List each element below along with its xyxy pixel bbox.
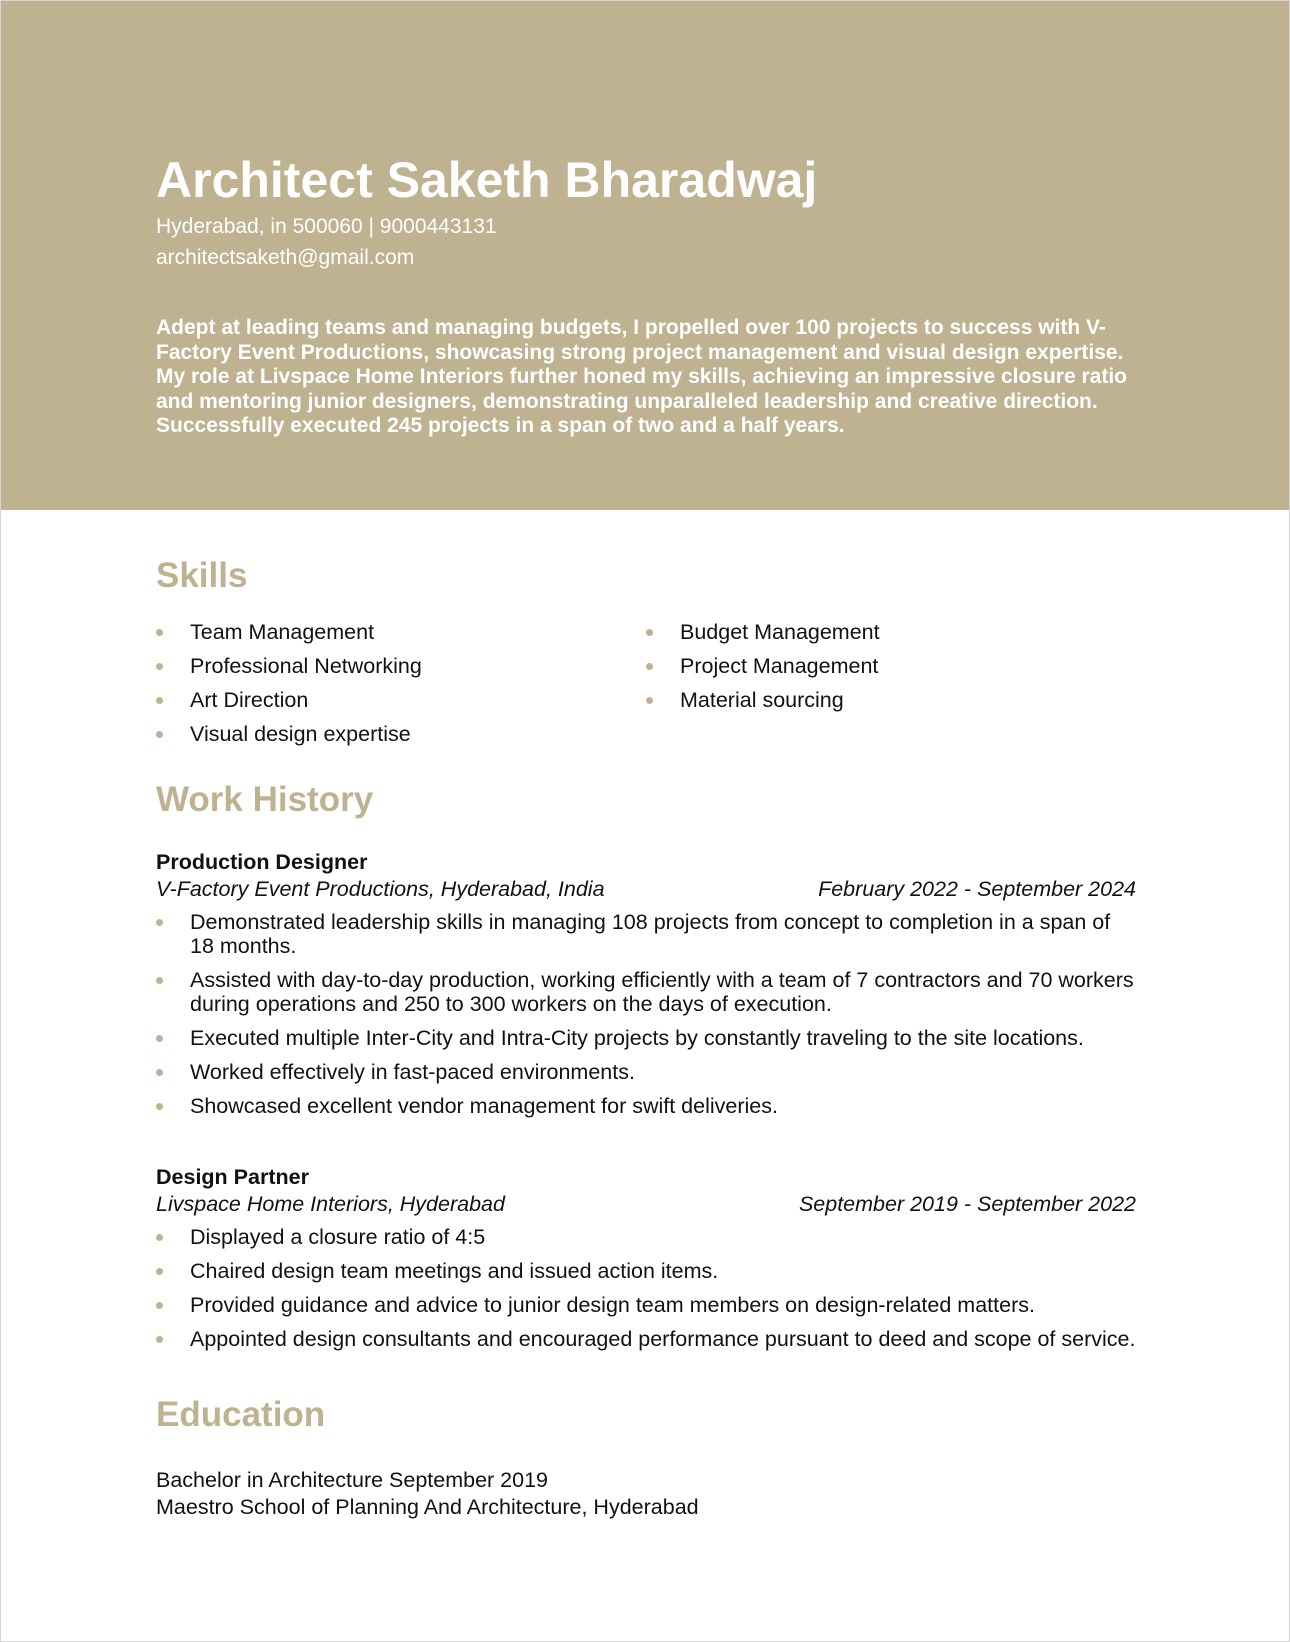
- skill-item: [156, 654, 646, 678]
- job-bullet: [156, 1026, 1136, 1050]
- job-entry: [156, 1164, 1136, 1351]
- job-bullet-text: Provided guidance and advice to junior design team members on design-related matters.: [190, 1293, 1035, 1317]
- skills-column-right: [646, 620, 1136, 756]
- skills-column-left: [156, 620, 646, 756]
- job-meta: [156, 1190, 1136, 1218]
- job-bullet-text: Assisted with day-to-day production, working efficiently with a team of 7 contractors and 70 workers during operations and 250 to 300 workers on the days of execution.: [190, 968, 1134, 1016]
- bullet-dot-icon: [156, 919, 163, 926]
- skill-item: [156, 688, 646, 712]
- job-bullet: [156, 1225, 1136, 1249]
- bullet-dot-icon: [156, 1069, 163, 1076]
- education-entry: [156, 1467, 1136, 1521]
- skill-label: Professional Networking: [190, 654, 422, 678]
- bullet-dot-icon: [156, 1103, 163, 1110]
- skill-label: Budget Management: [680, 620, 880, 644]
- skill-label: Visual design expertise: [190, 722, 411, 746]
- job-bullet: [156, 1327, 1136, 1351]
- bullet-dot-icon: [156, 1035, 163, 1042]
- job-company: V-Factory Event Productions, Hyderabad, India: [156, 877, 605, 901]
- skill-item: [646, 620, 1136, 644]
- candidate-name: Architect Saketh Bharadwaj: [156, 152, 818, 208]
- skill-item: [156, 620, 646, 644]
- job-title: Design Partner: [156, 1165, 309, 1189]
- skill-label: Team Management: [190, 620, 375, 644]
- bullet-dot-icon: [156, 1234, 163, 1241]
- bullet-dot-icon: [646, 629, 653, 636]
- summary-paragraph: Adept at leading teams and managing budgets, I propelled over 100 projects to success with V-Factory Event Productions, showcasing strong project management and visual design expertise. My role at Livspace Home Interiors further honed my skills, achieving an impressive closure ratio and mentoring junior designers, demonstrating unparalleled leadership and creative direction.: [156, 316, 1127, 413]
- bullet-dot-icon: [156, 1268, 163, 1275]
- education-school: Maestro School of Planning And Architecture, Hyderabad: [156, 1495, 699, 1519]
- professional-summary: [156, 316, 1146, 439]
- job-bullets: [156, 910, 1136, 1118]
- job-bullet-text: Worked effectively in fast-paced environments.: [190, 1060, 635, 1084]
- bullet-dot-icon: [156, 697, 163, 704]
- skills-grid: [156, 620, 1136, 756]
- job-title: Production Designer: [156, 850, 368, 874]
- job-meta: [156, 875, 1136, 903]
- skills-heading: Skills: [156, 556, 248, 595]
- job-bullet: [156, 1060, 1136, 1084]
- job-bullets: [156, 1225, 1136, 1351]
- summary-highlight: Successfully executed 245 projects in a span of two and a half years.: [156, 414, 845, 437]
- job-bullet-text: Chaired design team meetings and issued action items.: [190, 1259, 719, 1283]
- resume-body: [156, 554, 1136, 1521]
- resume-header: [1, 1, 1289, 510]
- skill-item: [156, 722, 646, 746]
- job-dates: February 2022 - September 2024: [818, 877, 1136, 901]
- job-bullet-text: Appointed design consultants and encouraged performance pursuant to deed and scope of service.: [190, 1327, 1136, 1351]
- job-bullet: [156, 910, 1136, 958]
- skill-label: Art Direction: [190, 688, 309, 712]
- job-bullet-text: Showcased excellent vendor management for swift deliveries.: [190, 1094, 778, 1118]
- skill-item: [646, 688, 1136, 712]
- bullet-dot-icon: [156, 1336, 163, 1343]
- bullet-dot-icon: [156, 731, 163, 738]
- bullet-dot-icon: [646, 697, 653, 704]
- job-bullet: [156, 1094, 1136, 1118]
- job-bullet-text: Displayed a closure ratio of 4:5: [190, 1225, 486, 1249]
- contact-email: architectsaketh@gmail.com: [156, 246, 415, 269]
- bullet-dot-icon: [646, 663, 653, 670]
- job-bullet: [156, 968, 1136, 1016]
- job-bullet: [156, 1293, 1136, 1317]
- contact-location-phone: Hyderabad, in 500060 | 9000443131: [156, 215, 497, 238]
- job-bullet: [156, 1259, 1136, 1283]
- work-history-heading: Work History: [156, 780, 374, 819]
- bullet-dot-icon: [156, 629, 163, 636]
- bullet-dot-icon: [156, 663, 163, 670]
- job-company: Livspace Home Interiors, Hyderabad: [156, 1192, 505, 1216]
- education-degree: Bachelor in Architecture September 2019: [156, 1468, 549, 1492]
- job-bullet-text: Demonstrated leadership skills in managing 108 projects from concept to completion in a span of 18 months.: [190, 910, 1111, 958]
- skill-item: [646, 654, 1136, 678]
- skill-label: Project Management: [680, 654, 879, 678]
- skill-label: Material sourcing: [680, 688, 844, 712]
- job-bullet-text: Executed multiple Inter-City and Intra-City projects by constantly traveling to the site locations.: [190, 1026, 1084, 1050]
- bullet-dot-icon: [156, 1302, 163, 1309]
- job-entry: [156, 849, 1136, 1118]
- bullet-dot-icon: [156, 977, 163, 984]
- education-heading: Education: [156, 1395, 326, 1434]
- header-content: [156, 151, 1146, 439]
- job-dates: September 2019 - September 2022: [798, 1192, 1136, 1216]
